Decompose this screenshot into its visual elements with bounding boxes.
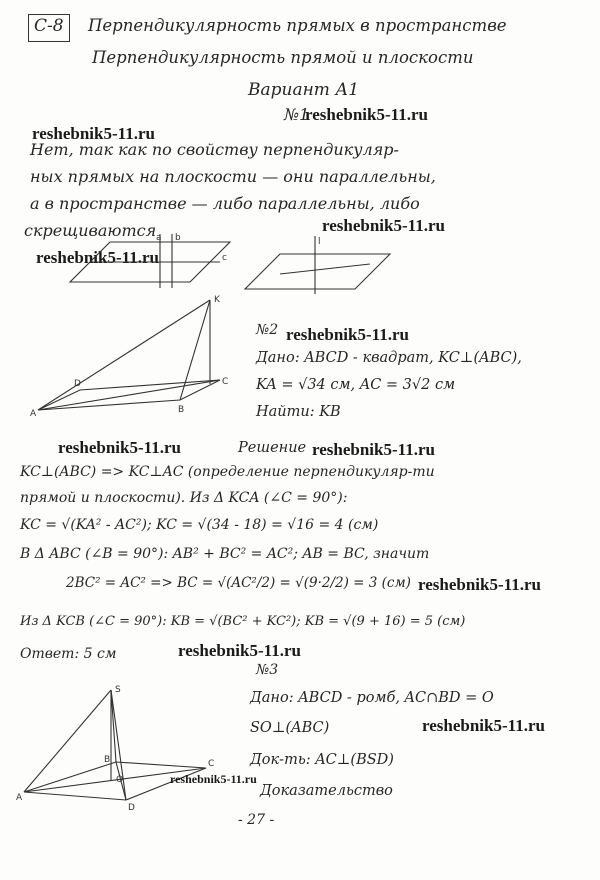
watermark-11: reshebnik5-11.ru	[170, 772, 257, 786]
label-s: S	[115, 685, 121, 695]
task2-solution-5: 2BC² = AC² => BC = √(AC²/2) = √(9·2/2) = 3 (см)	[66, 575, 411, 591]
section-tag: С-8	[34, 16, 64, 36]
label-o: O	[116, 775, 124, 785]
task2-solution-6: Из Δ KCB (∠C = 90°): KB = √(BC² + KC²); KB = √(9 + 16) = 5 (см)	[20, 614, 466, 629]
title-line-1: Перпендикулярность прямых в пространстве	[88, 16, 507, 35]
task2-solution-heading: Решение	[238, 440, 307, 456]
task2-given-1: Дано: ABCD - квадрат, KC⊥(ABC),	[256, 350, 522, 366]
edge-kb	[180, 300, 210, 400]
task3-figure	[16, 682, 216, 812]
task1-figure-space	[240, 234, 400, 304]
task1-line-4: скрещиваются	[24, 221, 157, 240]
label-b: B	[178, 405, 185, 415]
task1-line-1: Нет, так как по свойству перпендикуляр-	[30, 140, 399, 159]
task1-number: №1	[284, 105, 310, 124]
watermark-1: reshebnik5-11.ru	[305, 105, 428, 124]
task2-figure	[30, 292, 230, 417]
watermark-6: reshebnik5-11.ru	[58, 438, 181, 457]
watermark-4: reshebnik5-11.ru	[36, 248, 159, 267]
task2-given-2: KA = √34 см, AC = 3√2 см	[256, 377, 456, 393]
watermark-8: reshebnik5-11.ru	[418, 575, 541, 594]
label-c: C	[208, 759, 215, 769]
label-a: a	[156, 233, 162, 243]
label-c: C	[222, 377, 229, 387]
watermark-9: reshebnik5-11.ru	[178, 641, 301, 660]
task1-line-3: а в пространстве — либо параллельны, либо	[30, 194, 420, 213]
task2-solution-3: KC = √(KA² - AC²); KC = √(34 - 18) = √16 = 4 (см)	[20, 517, 379, 533]
label-l: l	[318, 237, 321, 247]
label-d: D	[128, 803, 135, 813]
edge-ka	[38, 300, 210, 410]
page-number: - 27 -	[238, 812, 275, 828]
task1-figure-plane	[60, 232, 250, 292]
variant-label: Вариант А1	[248, 80, 360, 100]
task3-given-1: Дано: ABCD - ромб, AC∩BD = O	[250, 690, 494, 706]
space-plane-outline	[245, 254, 390, 289]
watermark-7: reshebnik5-11.ru	[312, 440, 435, 459]
task2-answer: Ответ: 5 см	[20, 646, 117, 662]
task3-given-3: Док-ть: AC⊥(BSD)	[250, 752, 394, 768]
task3-number: №3	[256, 662, 279, 678]
task3-proof-heading: Доказательство	[260, 783, 393, 799]
task2-solution-1: KC⊥(ABC) => KC⊥AC (определение перпендикуляр-ти	[20, 464, 435, 480]
label-a: A	[30, 409, 37, 419]
watermark-2: reshebnik5-11.ru	[32, 124, 155, 143]
task2-solution-4: В Δ ABC (∠B = 90°): AB² + BC² = AC²; AB = BC, значит	[20, 546, 430, 562]
line-skew	[280, 264, 370, 274]
title-line-2: Перпендикулярность прямой и плоскости	[92, 48, 474, 67]
label-d: D	[74, 379, 81, 389]
task2-given-3: Найти: KB	[256, 404, 341, 420]
label-b: B	[104, 755, 111, 765]
label-a: A	[16, 793, 23, 803]
label-b: b	[175, 233, 181, 243]
diagonal-ac	[38, 380, 220, 410]
task2-solution-2: прямой и плоскости). Из Δ KCA (∠C = 90°):	[20, 490, 348, 506]
label-c: c	[222, 253, 227, 263]
edge-sa	[24, 690, 111, 792]
task3-given-2: SO⊥(ABC)	[250, 720, 330, 736]
watermark-5: reshebnik5-11.ru	[286, 325, 409, 344]
watermark-10: reshebnik5-11.ru	[422, 716, 545, 735]
watermark-3: reshebnik5-11.ru	[322, 216, 445, 235]
edge-sb	[111, 690, 116, 762]
label-k: K	[214, 295, 220, 305]
task2-number: №2	[256, 322, 279, 338]
task1-line-2: ных прямых на плоскости — они параллельны,	[30, 167, 436, 186]
